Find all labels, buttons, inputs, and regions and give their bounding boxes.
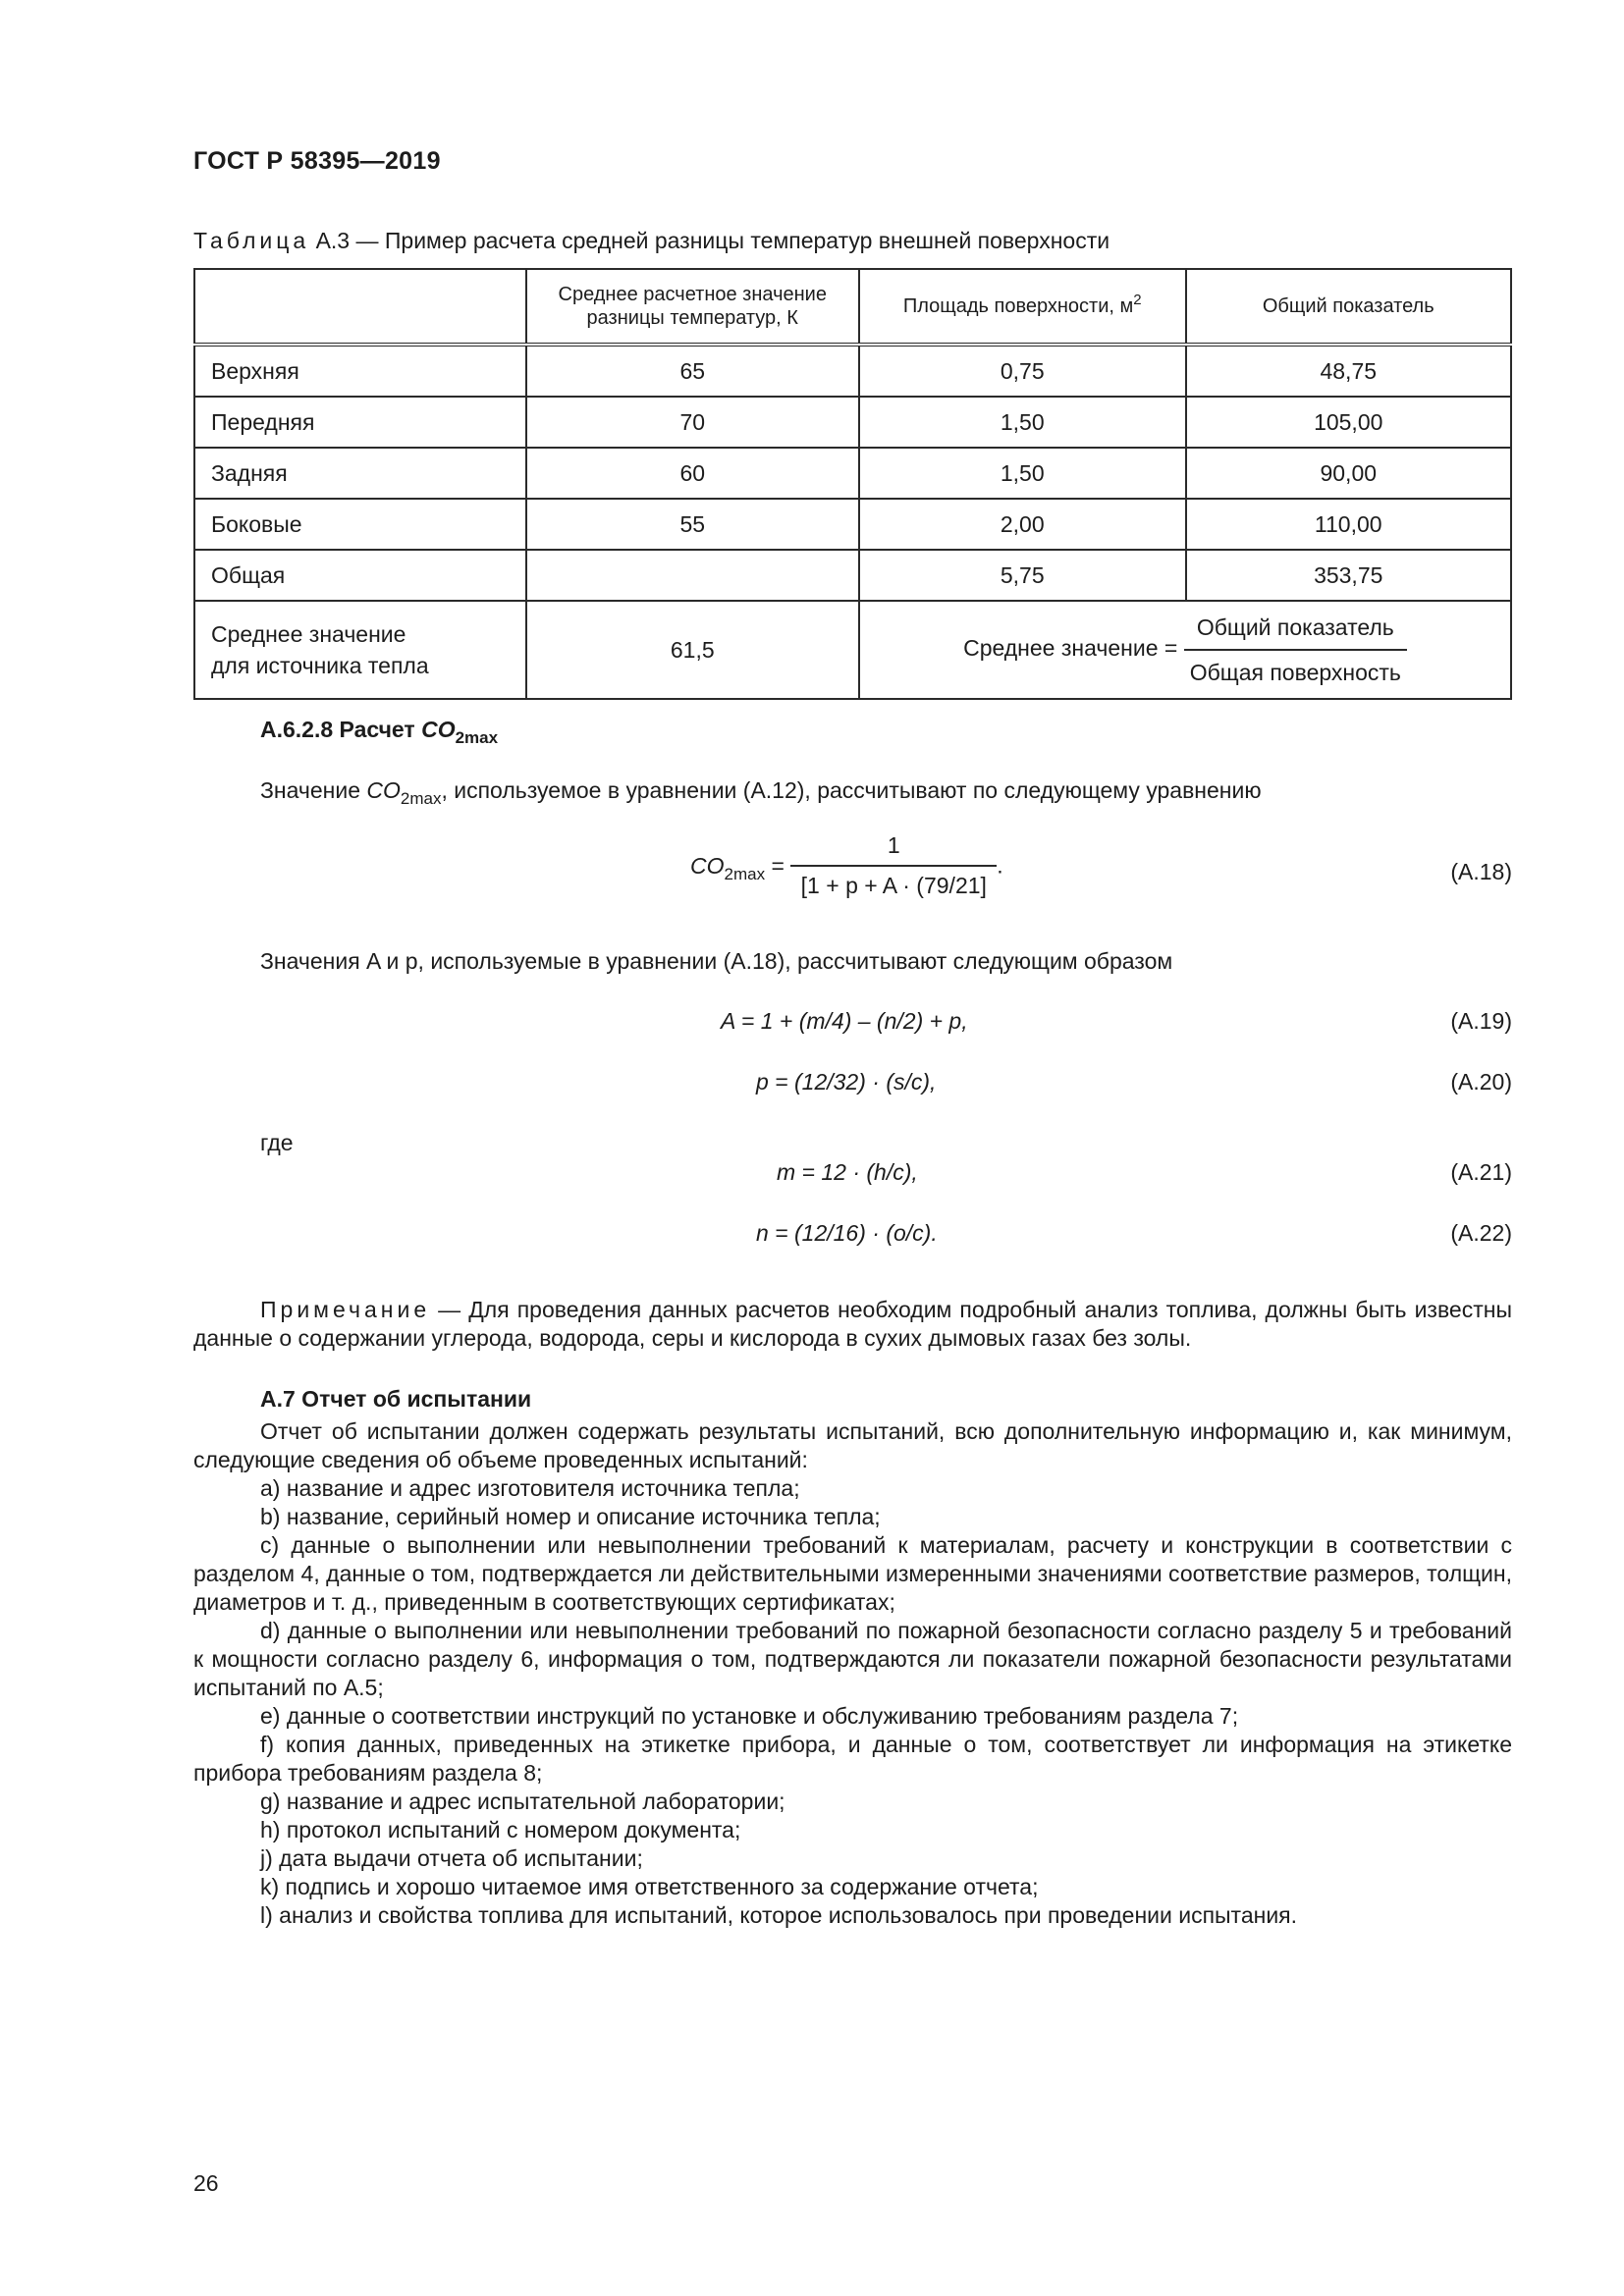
average-label-line1: Среднее значение bbox=[211, 621, 406, 647]
eq22-number: (А.22) bbox=[1450, 1220, 1512, 1246]
table-caption-text: А.3 — Пример расчета средней разницы температур внешней поверхности bbox=[309, 228, 1110, 253]
table-cell: 61,5 bbox=[526, 601, 859, 699]
intro-sub: 2max bbox=[400, 789, 442, 808]
average-formula-left: Среднее значение = bbox=[963, 635, 1178, 662]
intro-rest: , используемое в уравнении (А.12), рассчитывают по следующему уравнению bbox=[441, 777, 1262, 803]
table-cell: 5,75 bbox=[859, 550, 1186, 601]
list-item: j) дата выдачи отчета об испытании; bbox=[260, 1845, 643, 1871]
table-cell: 1,50 bbox=[859, 397, 1186, 448]
eq18-numerator: 1 bbox=[790, 832, 997, 867]
page-number: 26 bbox=[193, 2170, 219, 2196]
equation-a19: A = 1 + (m/4) – (n/2) + p, bbox=[721, 1008, 968, 1034]
eq18-denominator: [1 + p + A · (79/21] bbox=[800, 873, 987, 898]
equation-a20: p = (12/32) · (s/c), bbox=[756, 1069, 937, 1095]
table-cell: 70 bbox=[526, 397, 859, 448]
list-item: g) название и адрес испытательной лаборатории; bbox=[260, 1789, 785, 1814]
table-row bbox=[194, 345, 1511, 397]
table-cell: Передняя bbox=[194, 397, 526, 448]
note-text: — Для проведения данных расчетов необходим подробный анализ топлива, должны быть известны данные о содержании углерода, водорода, серы и кислорода в сухих дымовых газах без золы. bbox=[193, 1297, 1512, 1351]
eq18-fraction bbox=[790, 832, 997, 899]
note-paragraph bbox=[193, 1296, 1512, 1353]
average-formula-denominator: Общая поверхность bbox=[1189, 660, 1401, 685]
table-row bbox=[194, 499, 1511, 550]
table-cell: 1,50 bbox=[859, 448, 1186, 499]
table-cell: 2,00 bbox=[859, 499, 1186, 550]
table-header-row bbox=[194, 269, 1511, 345]
average-formula-cell bbox=[859, 601, 1511, 699]
list-item: с) данные о выполнении или невыполнении требований к материалам, расчету и конструкции в соответствии с разделом 4, данные о том, подтверждается ли действительными измеренными значениями соответствие размеров, толщин, диаметров и т. д., приведенным в соответствующих сертификатах; bbox=[193, 1532, 1512, 1615]
list-item: h) протокол испытаний с номером документа; bbox=[260, 1817, 741, 1842]
temperature-table bbox=[193, 268, 1512, 700]
intro-prefix: Значение bbox=[260, 777, 367, 803]
table-cell: 60 bbox=[526, 448, 859, 499]
table-header-cell: Среднее расчетное значение разницы температур, К bbox=[526, 269, 859, 345]
table-cell: 353,75 bbox=[1186, 550, 1512, 601]
list-item: а) название и адрес изготовителя источника тепла; bbox=[260, 1475, 800, 1501]
list-item: b) название, серийный номер и описание источника тепла; bbox=[260, 1504, 881, 1529]
table-cell: 48,75 bbox=[1186, 345, 1512, 397]
where-label: где bbox=[260, 1130, 294, 1155]
intro-co2max bbox=[260, 776, 1262, 808]
table-cell: 65 bbox=[526, 345, 859, 397]
note-prefix: Примечание bbox=[260, 1297, 431, 1322]
table-row bbox=[194, 550, 1511, 601]
table-cell: Верхняя bbox=[194, 345, 526, 397]
average-formula-numerator: Общий показатель bbox=[1184, 612, 1407, 651]
eq18-lhs-var: CO bbox=[690, 852, 725, 879]
section-title-sub: 2max bbox=[455, 728, 499, 747]
values-text: Значения A и p, используемые в уравнении (А.18), рассчитывают следующим образом bbox=[260, 948, 1173, 974]
table-row-average bbox=[194, 601, 1511, 699]
table-cell: 90,00 bbox=[1186, 448, 1512, 499]
table-header-cell bbox=[194, 269, 526, 345]
section-title-a628 bbox=[260, 717, 499, 747]
table-cell: 110,00 bbox=[1186, 499, 1512, 550]
list-item: k) подпись и хорошо читаемое имя ответственного за содержание отчета; bbox=[260, 1874, 1039, 1899]
intro-var: CO bbox=[366, 777, 401, 803]
section-title-prefix: А.6.2.8 Расчет bbox=[260, 717, 422, 742]
table-cell: 0,75 bbox=[859, 345, 1186, 397]
table-cell bbox=[194, 601, 526, 699]
eq20-number: (А.20) bbox=[1450, 1069, 1512, 1095]
table-header-area-sup: 2 bbox=[1133, 292, 1142, 308]
list-item: l) анализ и свойства топлива для испытаний, которое использовалось при проведении испытания. bbox=[260, 1902, 1298, 1928]
table-row bbox=[194, 448, 1511, 499]
list-item: d) данные о выполнении или невыполнении требований по пожарной безопасности согласно разделу 5 и требований к мощности согласно разделу 6, информация о том, подтверждаются ли показатели пожарной безопасности результатами испытаний по А.5; bbox=[193, 1618, 1512, 1700]
table-cell: 55 bbox=[526, 499, 859, 550]
table-header-cell: Общий показатель bbox=[1186, 269, 1512, 345]
equation-a22: n = (12/16) · (o/c). bbox=[756, 1220, 938, 1246]
table-cell: Задняя bbox=[194, 448, 526, 499]
equation-a18: $CO_{2max}$ = $\frac{1}{[1 + p + A \cdot (79/21]}$ . bbox=[690, 832, 1003, 898]
section-title-a7: А.7 Отчет об испытании bbox=[260, 1386, 532, 1412]
table-header-cell bbox=[859, 269, 1186, 345]
table-cell: Общая bbox=[194, 550, 526, 601]
average-label-line2: для источника тепла bbox=[211, 653, 429, 678]
eq19-number: (А.19) bbox=[1450, 1008, 1512, 1034]
table-cell: Боковые bbox=[194, 499, 526, 550]
table-cell bbox=[526, 550, 859, 601]
section-title-var: CO bbox=[421, 717, 456, 742]
table-row bbox=[194, 397, 1511, 448]
average-formula-fraction bbox=[1184, 612, 1407, 688]
table-caption-prefix: Таблица bbox=[193, 228, 310, 253]
document-code: ГОСТ Р 58395—2019 bbox=[193, 147, 441, 175]
eq21-number: (А.21) bbox=[1450, 1159, 1512, 1185]
list-item: f) копия данных, приведенных на этикетке прибора, и данные о том, соответствует ли информация на этикетке прибора требованиям раздела 8; bbox=[193, 1732, 1512, 1786]
a7-intro: Отчет об испытании должен содержать результаты испытаний, всю дополнительную информацию и, как минимум, следующие сведения об объеме проведенных испытаний: bbox=[193, 1418, 1512, 1472]
table-cell: 105,00 bbox=[1186, 397, 1512, 448]
list-item: e) данные о соответствии инструкций по установке и обслуживанию требованиям раздела 7; bbox=[260, 1703, 1239, 1729]
eq18-lhs-sub: 2max bbox=[724, 864, 766, 883]
table-caption bbox=[193, 228, 1110, 254]
table-header-area: Площадь поверхности, м bbox=[902, 295, 1134, 317]
equation-a21: m = 12 · (h/c), bbox=[777, 1159, 918, 1185]
eq18-number: (А.18) bbox=[1450, 859, 1512, 884]
